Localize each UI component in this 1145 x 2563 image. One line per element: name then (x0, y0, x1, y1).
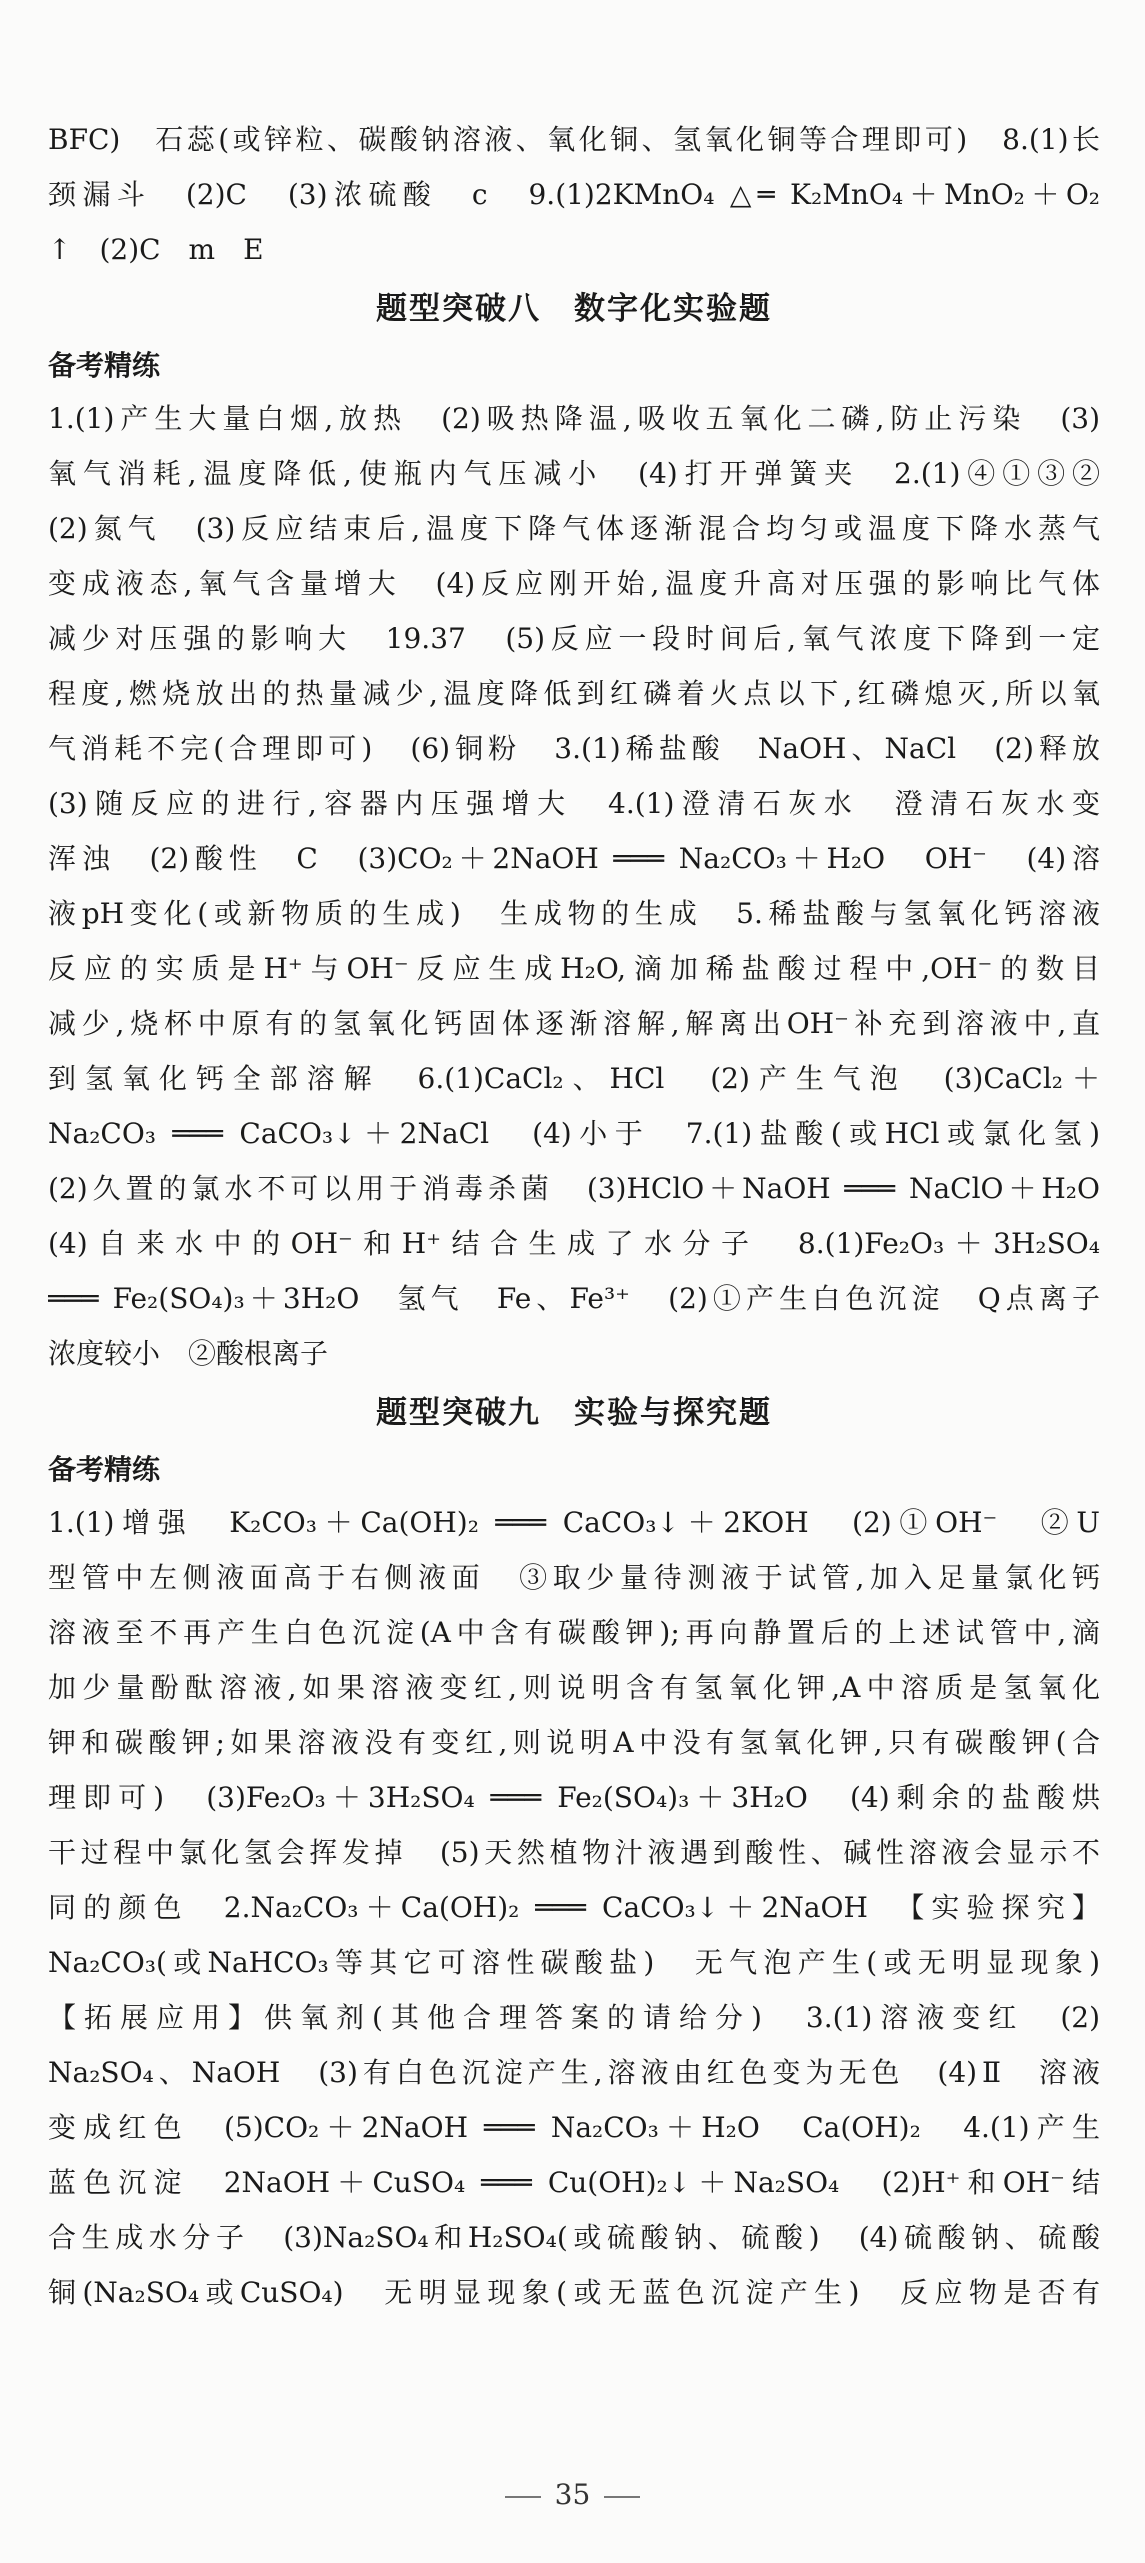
text-line: 液pH变化(或新物质的生成) 生成物的生成 5.稀盐酸与氢氧化钙溶液 (48, 897, 1100, 930)
section-subtitle-9: 备考精练 (48, 1453, 161, 1486)
text-line: 氧气消耗,温度降低,使瓶内气压减小 (4)打开弹簧夹 2.(1)④①③② (48, 457, 1100, 490)
text-line: BFC) 石蕊(或锌粒、碳酸钠溶液、氧化铜、氢氧化铜等合理即可) 8.(1)长 (48, 123, 1100, 156)
text-line: ═══ Fe₂(SO₄)₃＋3H₂O 氢气 Fe、Fe³⁺ (2)①产生白色沉淀 Q点离子 (48, 1282, 1100, 1315)
text-line: 气消耗不完(合理即可) (6)铜粉 3.(1)稀盐酸 NaOH、NaCl (2)释放 (48, 732, 1100, 765)
text-line: Na₂CO₃(或NaHCO₃等其它可溶性碳酸盐) 无气泡产生(或无明显现象) (48, 1946, 1100, 1979)
text-line: 到氢氧化钙全部溶解 6.(1)CaCl₂、HCl (2)产生气泡 (3)CaCl₂＋ (48, 1062, 1100, 1095)
text-line: 型管中左侧液面高于右侧液面 ③取少量待测液于试管,加入足量氯化钙 (48, 1561, 1100, 1594)
text-line: 浑浊 (2)酸性 C (3)CO₂＋2NaOH ═══ Na₂CO₃＋H₂O OH⁻ (4)溶 (48, 842, 1100, 875)
text-line: 铜(Na₂SO₄或CuSO₄) 无明显现象(或无蓝色沉淀产生) 反应物是否有 (48, 2276, 1100, 2309)
text-line: 干过程中氯化氢会挥发掉 (5)天然植物汁液遇到酸性、碱性溶液会显示不 (48, 1836, 1100, 1869)
text-line: 减少对压强的影响大 19.37 (5)反应一段时间后,氧气浓度下降到一定 (48, 622, 1100, 655)
text-line: 理即可) (3)Fe₂O₃＋3H₂SO₄ ═══ Fe₂(SO₄)₃＋3H₂O (4)剩余的盐酸烘 (48, 1781, 1100, 1814)
text-line: (2)氮气 (3)反应结束后,温度下降气体逐渐混合均匀或温度下降水蒸气 (48, 512, 1100, 545)
page-number: 35 (0, 2478, 1145, 2511)
text-line: 反应的实质是H⁺与OH⁻反应生成H₂O,滴加稀盐酸过程中,OH⁻的数目 (48, 952, 1100, 985)
text-line: 【拓展应用】供氧剂(其他合理答案的请给分) 3.(1)溶液变红 (2) (48, 2001, 1100, 2034)
text-line: 颈漏斗 (2)C (3)浓硫酸 c 9.(1)2KMnO₄ △═ K₂MnO₄＋MnO₂＋O₂ (48, 178, 1100, 211)
text-line: 加少量酚酞溶液,如果溶液变红,则说明含有氢氧化钾,A中溶质是氢氧化 (48, 1671, 1100, 1704)
text-line: 程度,燃烧放出的热量减少,温度降低到红磷着火点以下,红磷熄灭,所以氧 (48, 677, 1100, 710)
text-line: (3)随反应的进行,容器内压强增大 4.(1)澄清石灰水 澄清石灰水变 (48, 787, 1100, 820)
text-line: 变成液态,氧气含量增大 (4)反应刚开始,温度升高对压强的影响比气体 (48, 567, 1100, 600)
text-line: 同的颜色 2.Na₂CO₃＋Ca(OH)₂ ═══ CaCO₃↓＋2NaOH 【实验探究】 (48, 1891, 1100, 1924)
top-answers (48, 112, 1100, 277)
text-line: 减少,烧杯中原有的氢氧化钙固体逐渐溶解,解离出OH⁻补充到溶液中,直 (48, 1007, 1100, 1040)
text-line: (4)自来水中的OH⁻和H⁺结合生成了水分子 8.(1)Fe₂O₃＋3H₂SO₄ (48, 1227, 1100, 1260)
text-line: 1.(1)产生大量白烟,放热 (2)吸热降温,吸收五氧化二磷,防止污染 (3) (48, 402, 1100, 435)
section-9-answers (48, 1495, 1100, 2320)
text-line: 钾和碳酸钾;如果溶液没有变红,则说明A中没有氢氧化钾,只有碳酸钾(合 (48, 1726, 1100, 1759)
text-line: Na₂SO₄、NaOH (3)有白色沉淀产生,溶液由红色变为无色 (4)Ⅱ 溶液 (48, 2056, 1100, 2089)
text-line: 1.(1)增强 K₂CO₃＋Ca(OH)₂ ═══ CaCO₃↓＋2KOH (2)①OH⁻ ②U (48, 1506, 1100, 1539)
text-line: 浓度较小 ②酸根离子 (48, 1337, 329, 1370)
text-line: 变成红色 (5)CO₂＋2NaOH ═══ Na₂CO₃＋H₂O Ca(OH)₂ 4.(1)产生 (48, 2111, 1100, 2144)
text-line: ↑ (2)C m E (48, 233, 264, 266)
section-8-answers (48, 391, 1100, 1381)
answer-page (48, 112, 1100, 2320)
text-line: 溶液至不再产生白色沉淀(A中含有碳酸钾);再向静置后的上述试管中,滴 (48, 1616, 1100, 1649)
text-line: (2)久置的氯水不可以用于消毒杀菌 (3)HClO＋NaOH ═══ NaClO＋H₂O (48, 1172, 1100, 1205)
text-line: 合生成水分子 (3)Na₂SO₄和H₂SO₄(或硫酸钠、硫酸) (4)硫酸钠、硫酸 (48, 2221, 1100, 2254)
section-subtitle-8: 备考精练 (48, 349, 161, 382)
section-title-8: 题型突破八 数字化实验题 (376, 291, 772, 327)
text-line: 蓝色沉淀 2NaOH＋CuSO₄ ═══ Cu(OH)₂↓＋Na₂SO₄ (2)H⁺和OH⁻结 (48, 2166, 1100, 2199)
text-line: Na₂CO₃ ═══ CaCO₃↓＋2NaCl (4)小于 7.(1)盐酸(或HCl或氯化氢) (48, 1117, 1100, 1150)
section-title-9: 题型突破九 实验与探究题 (376, 1395, 772, 1431)
